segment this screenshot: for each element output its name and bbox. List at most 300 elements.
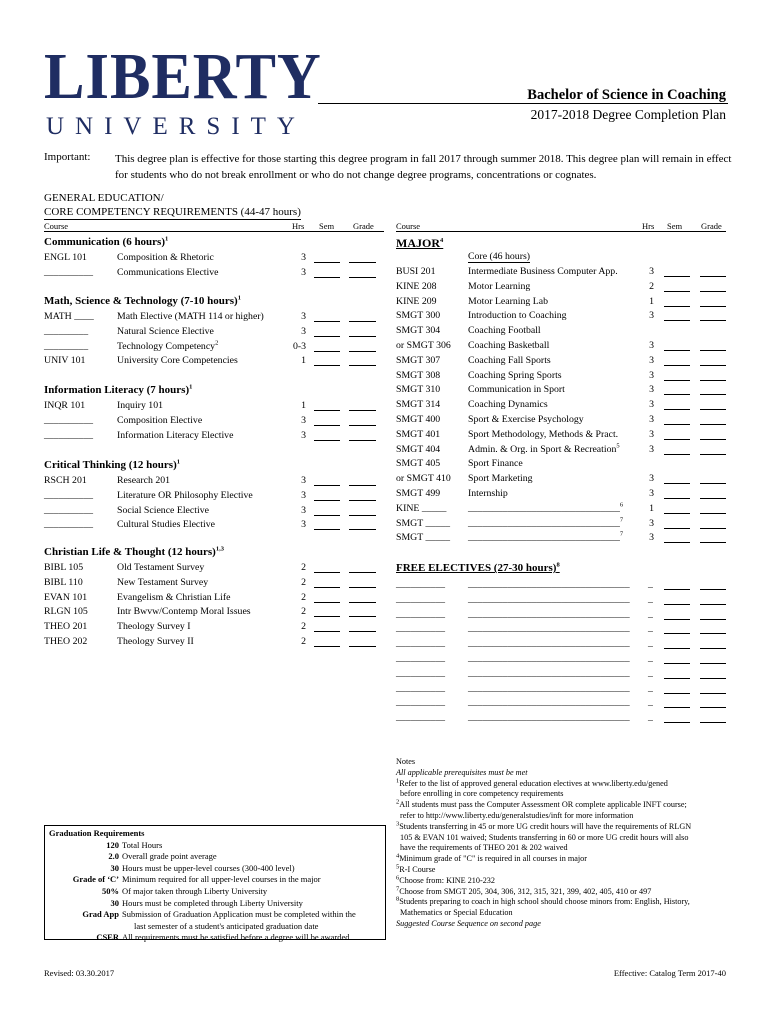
elective-name-field[interactable]: _________________________________ [468,682,630,694]
elective-row [396,594,726,608]
note-line [396,897,726,908]
semester-field[interactable] [314,592,340,603]
semester-field[interactable] [664,399,690,410]
semester-field[interactable] [314,267,340,278]
elective-row [396,697,726,711]
course-hours: 1 [301,355,306,367]
course-name [468,340,549,351]
semester-field[interactable] [664,532,690,543]
elective-name-field[interactable]: _________________________________ [468,697,630,709]
course-name-text: Math Elective (MATH 114 or higher) [117,311,264,322]
elective-name-field[interactable]: _________________________________ [468,638,630,650]
grade-field[interactable] [700,518,726,529]
course-name [117,490,253,501]
grad-req-key: Grad App [82,909,119,920]
elective-row [396,712,726,726]
course-name [117,415,202,426]
course-name [117,621,190,632]
course-code: SMGT 400 [396,414,441,425]
elective-course-field[interactable]: __________ [396,697,445,709]
course-code: INQR 101 [44,400,86,411]
course-code: SMGT 499 [396,488,441,499]
grade-field[interactable] [349,562,376,573]
course-hours: 2 [649,280,654,292]
course-code: SMGT 310 [396,384,441,396]
course-name [117,355,238,366]
grade-field[interactable] [700,444,726,455]
course-code: RLGN 105 [44,606,88,618]
semester-field[interactable] [664,370,690,381]
course-hours: 3 [301,475,306,486]
grad-req-value: last semester of a student's anticipated graduation date [134,920,319,931]
course-hours: 3 [301,414,306,426]
note-text: Mathematics or Special Education [400,908,513,918]
semester-field[interactable] [664,623,690,634]
section-title [44,459,180,471]
semester-field[interactable] [664,310,690,321]
course-hours: 3 [649,532,654,544]
course-name-text: Research 201 [117,475,171,486]
left-column-header [44,221,384,232]
semester-field[interactable] [664,594,690,605]
semester-field[interactable] [314,562,340,573]
course-row [44,400,384,414]
semester-field[interactable] [664,266,690,277]
course-code: __________ [44,489,93,501]
grade-field[interactable] [700,399,726,410]
grade-field[interactable] [700,579,726,590]
course-code: __________ [44,519,93,531]
course-name [117,519,215,530]
semester-field[interactable] [664,384,690,395]
grade-field[interactable] [700,668,726,679]
course-name [468,532,623,543]
free-electives-title-text: FREE ELECTIVES (27-30 hours) [396,562,557,574]
elective-name-field[interactable]: _________________________________ [468,653,630,664]
semester-field[interactable] [664,697,690,708]
course-code: THEO 202 [44,636,88,647]
semester-field[interactable] [664,355,690,366]
note-text: 105 & EVAN 101 waived; Students transferring in 60 or more UG credit hours will also [400,832,689,842]
course-name-text: Sport & Exercise Psychology [468,414,584,425]
course-name [117,311,264,322]
course-name-text: Information Literacy Elective [117,429,234,441]
semester-field[interactable] [314,400,340,411]
grad-req-row [45,851,385,863]
grade-field[interactable] [700,653,726,664]
course-name [468,281,530,292]
semester-field[interactable] [314,252,340,263]
major-course-row [396,296,726,310]
course-hours: 3 [301,325,306,337]
grade-field[interactable] [349,636,376,647]
section-title [44,236,168,248]
section-title-footnote: 1,3 [215,545,224,553]
course-name [468,518,623,529]
effective-term: Effective: Catalog Term 2017-40 [613,968,726,978]
elective-hours-field[interactable]: _ [648,682,653,694]
note-line [396,865,726,876]
course-code: SMGT 404 [396,443,441,455]
grad-req-value: Of major taken through Liberty University [122,885,268,896]
course-name-text: Natural Science Elective [117,325,214,337]
semester-field[interactable] [314,519,340,530]
grad-req-title: Graduation Requirements [49,828,145,838]
course-name-text: Coaching Football [468,325,541,337]
elective-course-field[interactable]: __________ [396,712,445,724]
course-name-text: Literature OR Philosophy Elective [117,489,253,501]
section-title-footnote: 1 [189,383,193,391]
major-course-row [396,518,726,532]
semester-field[interactable] [664,668,690,679]
course-name-text: Motor Learning [468,280,531,292]
semester-field[interactable] [664,414,690,425]
section-title-footnote: 1 [176,458,180,466]
course-name-text: Cultural Studies Elective [117,519,215,531]
course-hours: 2 [301,621,306,633]
section-title-text: Communication (6 hours) [44,236,166,248]
course-name-text: Communication in Sport [468,384,565,396]
elective-course-field[interactable]: __________ [396,579,445,590]
elective-name-field[interactable]: _________________________________ [468,623,630,635]
semester-field[interactable] [664,518,690,529]
grade-field[interactable] [349,505,376,516]
course-name [117,505,209,516]
course-hours: 3 [649,473,654,485]
section-title [44,384,192,396]
grade-field[interactable] [700,594,726,605]
course-name [468,325,541,336]
note-line [396,822,726,833]
course-hours: 1 [649,295,654,307]
course-name-text: Intermediate Business Computer App. [468,266,618,277]
notes-lines [396,768,726,930]
course-hours: 3 [649,428,654,440]
semester-field[interactable] [314,621,340,632]
elective-name-field[interactable]: _________________________________ [468,593,630,605]
note-text: Choose from: KINE 210-232 [399,875,495,885]
grade-field[interactable] [700,473,726,484]
course-name-text: _______________________________ [468,532,620,544]
note-text: have the requirements of THEO 201 & 202 waived [400,843,568,853]
revised-date: Revised: 03.30.2017 [44,968,115,978]
elective-course-field[interactable]: __________ [396,623,445,635]
semester-field[interactable] [314,505,340,516]
course-footnote: 2 [215,339,219,347]
elective-course-field[interactable]: __________ [396,638,445,650]
course-name-text: Sport Finance [468,458,523,470]
course-name [468,355,551,366]
elective-course-field[interactable]: __________ [396,667,445,679]
note-line [396,776,726,790]
note-footnote: 3 [396,820,400,828]
course-hours: 3 [649,399,654,411]
major-course-row [396,384,726,398]
grad-req-value: Submission of Graduation Application must be completed within the [122,909,356,920]
major-course-row [396,503,726,517]
note-text: All students must pass the Computer Assessment OR complete applicable INFT course; [399,800,687,810]
grade-field[interactable] [700,296,726,307]
major-course-row [396,310,726,324]
semester-field[interactable] [314,577,340,588]
grade-field[interactable] [349,341,376,352]
course-name [117,636,194,647]
course-row [44,267,384,281]
note-text: Refer to the list of approved general education electives at www.liberty.edu/gened [399,778,668,788]
semester-field[interactable] [664,444,690,455]
course-row [44,415,384,429]
semester-field[interactable] [664,296,690,307]
course-row [44,577,384,591]
course-hours: 3 [649,266,654,277]
col-grade-right: Grade [701,221,722,231]
course-name-text: Intr Bwvw/Contemp Moral Issues [117,606,251,618]
course-name-text: Sport Methodology, Methods & Pract. [468,428,619,440]
grade-field[interactable] [700,638,726,649]
grade-field[interactable] [349,577,376,588]
course-hours: 0-3 [292,340,306,352]
semester-field[interactable] [664,340,690,351]
grade-field[interactable] [700,503,726,514]
grade-field[interactable] [700,429,726,440]
semester-field[interactable] [314,355,340,366]
col-grade: Grade [353,221,374,231]
course-hours: 3 [301,519,306,531]
semester-field[interactable] [314,430,340,441]
grade-field[interactable] [700,488,726,499]
elective-course-field[interactable]: __________ [396,653,445,664]
grade-field[interactable] [700,340,726,351]
course-code: __________ [44,266,93,278]
grade-field[interactable] [700,281,726,292]
elective-hours-field[interactable]: _ [648,697,653,709]
elective-course-field[interactable]: __________ [396,682,445,694]
grad-req-value: Minimum required for all upper-level courses in the major [122,874,321,885]
semester-field[interactable] [664,503,690,514]
course-code: __________ [44,414,93,426]
course-hours: 2 [301,576,306,588]
grade-field[interactable] [349,519,376,530]
course-name [468,384,565,395]
grad-req-key: CSER [96,932,119,943]
semester-field[interactable] [664,473,690,484]
grade-field[interactable] [700,712,726,723]
section-title [44,295,241,307]
course-hours: 1 [649,502,654,514]
course-name-text: Introduction to Coaching [468,310,567,322]
major-course-row [396,281,726,295]
major-course-row [396,266,726,280]
note-footnote: 6 [396,874,400,882]
grad-req-rows [45,840,385,944]
note-text: R-I Course [399,864,436,874]
elective-hours-field[interactable]: _ [648,653,653,664]
semester-field[interactable] [664,429,690,440]
elective-name-field[interactable]: _________________________________ [468,667,630,679]
course-name-text: Coaching Dynamics [468,399,548,411]
course-code: SMGT _____ [396,532,450,544]
course-row [44,326,384,340]
semester-field[interactable] [664,579,690,590]
note-line [396,811,726,822]
grade-field[interactable] [349,355,376,366]
course-footnote: 7 [619,531,624,539]
course-name-text: Internship [468,488,508,499]
course-name [117,562,204,573]
grade-field[interactable] [349,430,376,441]
course-code: SMGT 401 [396,428,441,440]
note-line [396,768,726,779]
note-line [396,854,726,865]
grad-req-key: Grade of ‘C’ [72,874,119,885]
course-hours: 3 [301,266,306,278]
grad-req-value: Hours must be upper-level courses (300-400 level) [122,862,295,873]
elective-row [396,668,726,682]
semester-field[interactable] [314,490,340,501]
graduation-requirements-box [44,825,386,943]
semester-field[interactable] [664,281,690,292]
course-row [44,341,384,355]
semester-field[interactable] [314,415,340,426]
grade-field[interactable] [700,623,726,634]
course-name-text: Social Science Elective [117,504,209,516]
major-course-row [396,488,726,502]
course-hours: 3 [649,488,654,499]
course-name-text: Sport Marketing [468,473,533,485]
semester-field[interactable] [664,609,690,620]
section-title [44,546,224,558]
note-text: Minimum grade of "C" is required in all courses in major [399,854,587,864]
course-code: EVAN 101 [44,591,88,603]
grade-field[interactable] [349,592,376,603]
grade-field[interactable] [700,370,726,381]
grade-field[interactable] [349,475,376,486]
major-course-row [396,458,726,472]
course-code: THEO 201 [44,621,88,633]
course-row [44,636,384,650]
elective-row [396,638,726,652]
elective-hours-field[interactable]: _ [648,608,653,620]
grade-field[interactable] [349,415,376,426]
grade-field[interactable] [700,697,726,708]
grade-field[interactable] [349,606,376,617]
grade-field[interactable] [349,267,376,278]
elective-hours-field[interactable]: _ [648,623,653,635]
semester-field[interactable] [314,475,340,486]
university-logo-wordmark: LIBERTY [44,40,322,113]
grade-field[interactable] [700,384,726,395]
grad-req-key: 30 [110,897,119,908]
elective-row [396,653,726,667]
course-name [117,326,214,337]
course-code: SMGT 314 [396,399,441,411]
grad-req-row [45,874,385,886]
grade-field[interactable] [700,609,726,620]
grade-field[interactable] [349,400,376,411]
elective-hours-field[interactable]: _ [648,667,653,679]
course-name-text: Coaching Basketball [468,340,550,351]
course-name-text: Theology Survey II [117,636,194,647]
grade-field[interactable] [700,266,726,277]
course-name [117,252,214,263]
grade-field[interactable] [700,683,726,694]
grade-field[interactable] [349,621,376,632]
section-title-text: Information Literacy (7 hours) [44,384,190,396]
semester-field[interactable] [314,341,340,352]
semester-field[interactable] [664,712,690,723]
elective-hours-field[interactable]: _ [648,638,653,650]
note-footnote: 8 [396,895,400,903]
grade-field[interactable] [349,326,376,337]
major-title [396,236,443,251]
course-name [468,503,623,514]
semester-field[interactable] [314,311,340,322]
note-text: Suggested Course Sequence on second page [396,918,541,928]
course-name [468,444,620,455]
grad-req-row [45,921,385,933]
grade-field[interactable] [700,414,726,425]
course-row [44,475,384,489]
note-text: Students preparing to coach in high school should choose minors from: English, History, [399,897,690,907]
elective-name-field[interactable]: _________________________________ [468,608,630,620]
elective-name-field[interactable]: _________________________________ [468,712,630,724]
elective-name-field[interactable]: _________________________________ [468,579,630,590]
notes-panel [396,757,726,930]
elective-course-field[interactable]: __________ [396,608,445,620]
elective-hours-field[interactable]: _ [648,712,653,724]
semester-field[interactable] [314,636,340,647]
grade-field[interactable] [349,252,376,263]
semester-field[interactable] [314,606,340,617]
course-code: _________ [44,340,89,352]
course-row [44,505,384,519]
elective-hours-field[interactable]: _ [648,579,653,590]
course-name [468,310,567,321]
course-name [117,577,208,588]
course-hours: 3 [649,369,654,381]
grade-field[interactable] [700,355,726,366]
course-code: UNIV 101 [44,355,86,367]
elective-hours-field[interactable]: _ [648,593,653,605]
col-hrs-right: Hrs [642,221,655,231]
elective-course-field[interactable]: __________ [396,593,445,605]
course-code: __________ [44,429,93,441]
major-course-row [396,370,726,384]
semester-field[interactable] [664,653,690,664]
semester-field[interactable] [314,326,340,337]
grade-field[interactable] [700,310,726,321]
semester-field[interactable] [664,683,690,694]
elective-row [396,683,726,697]
grad-req-row [45,898,385,910]
course-row [44,562,384,576]
note-line [396,919,726,930]
semester-field[interactable] [664,488,690,499]
major-title-text: MAJOR [396,236,440,250]
grade-field[interactable] [349,311,376,322]
course-footnote: 6 [619,501,624,509]
grade-field[interactable] [700,532,726,543]
semester-field[interactable] [664,638,690,649]
degree-title: Bachelor of Science in Coaching [527,87,726,103]
course-hours: 2 [301,591,306,603]
course-name-text: _______________________________ [468,502,620,514]
course-name [468,429,618,440]
course-hours: 2 [301,606,306,618]
note-line [396,789,726,800]
grade-field[interactable] [349,490,376,501]
course-hours: 3 [301,489,306,501]
